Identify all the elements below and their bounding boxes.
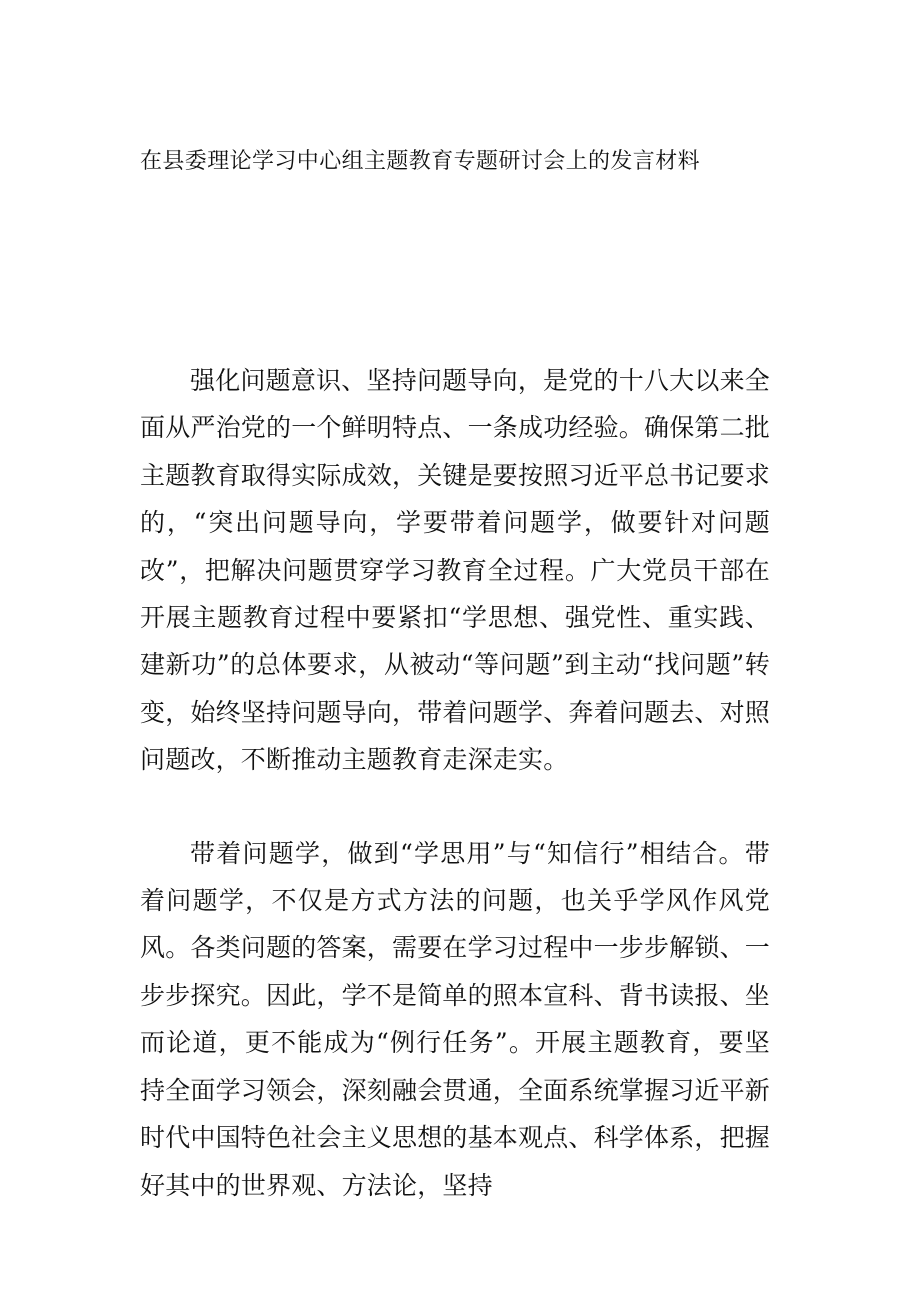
paragraph-study-with-questions: 带着问题学，做到“学思用”与“知信行”相结合。带着问题学，不仅是方式方法的问题，也关乎学风作风党风。各类问题的答案，需要在学习过程中一步步解锁、一步步探究。因此，学不是简单的照本宣科、背书读报、坐而论道，更不能成为“例行任务”。开展主题教育，要坚持全面学习领会，深刻融会贯通，全面系统掌握习近平新时代中国特色社会主义思想的基本观点、科学体系，把握好其中的世界观、方法论，坚持	[140, 838, 771, 1200]
document-title: 在县委理论学习中心组主题教育专题研讨会上的发言材料	[140, 149, 701, 174]
paragraph-problem-orientation: 强化问题意识、坚持问题导向，是党的十八大以来全面从严治党的一个鲜明特点、一条成功经验。确保第二批主题教育取得实际成效，关键是要按照习近平总书记要求的，“突出问题导向，学要带着问题学，做要针对问题改”，把解决问题贯穿学习教育全过程。广大党员干部在开展主题教育过程中要紧扣“学思想、强党性、重实践、建新功”的总体要求，从被动“等问题”到主动“找问题”转变，始终坚持问题导向，带着问题学、奔着问题去、对照问题改，不断推动主题教育走深走实。	[140, 366, 771, 775]
document-body	[140, 357, 770, 1209]
